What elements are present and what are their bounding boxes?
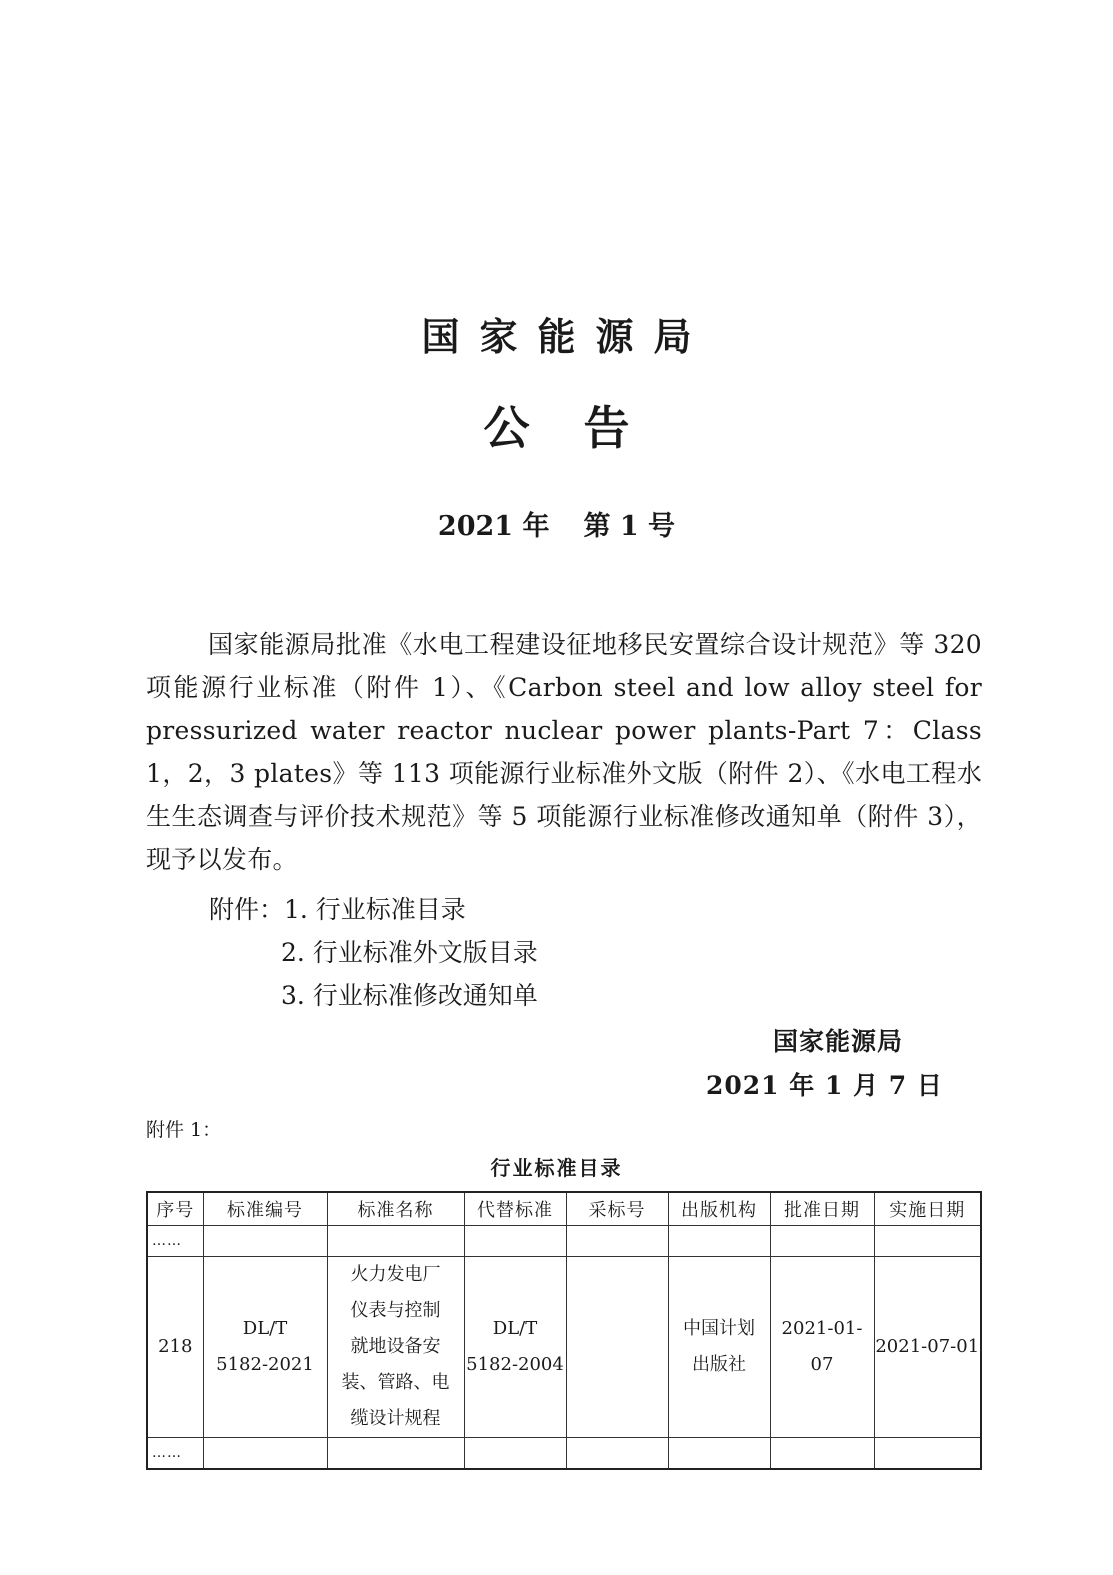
cell-approval-date: 2021-01-07 [770,1257,874,1438]
signature-agency: 国家能源局 [773,1027,904,1056]
cell-adopted [566,1257,668,1438]
ellipsis-cell: …… [147,1226,203,1257]
notice-number [0,504,1113,543]
header-name: 标准名称 [327,1192,464,1226]
header-publisher: 出版机构 [668,1192,770,1226]
notice-sequence: 第 1 号 [583,511,676,542]
notice-year: 2021 年 [437,511,550,542]
agency-title: 国家能源局 [421,315,712,359]
header-code: 标准编号 [203,1192,327,1226]
table-row-ellipsis [147,1226,981,1257]
standards-table [146,1191,982,1470]
header-effective-date: 实施日期 [874,1192,981,1226]
cell-replaced: DL/T 5182-2004 [464,1257,566,1438]
notice-body-paragraph: 国家能源局批准《水电工程建设征地移民安置综合设计规范》等 320 项能源行业标准（附件 1）、《Carbon steel and low alloy steel for pressurized water reactor nuclear power plants-Part 7：Class 1，2，3 plates》等 113 项能源行业标准外文版（附件 2）、《水电工程水生生态调查与评价技术规范》等 5 项能源行业标准修改通知单（附件 3），现予以发布。 [146,630,982,874]
table-row-ellipsis [147,1438,981,1470]
header-seq: 序号 [147,1192,203,1226]
cell-effective-date: 2021-07-01 [874,1257,981,1438]
attachment-item: 附件：1. 行业标准目录 [209,895,466,924]
header-replaced: 代替标准 [464,1192,566,1226]
attachment-item: 2. 行业标准外文版目录 [281,938,538,967]
notice-title: 公告 [483,401,684,455]
table-title: 行业标准目录 [490,1156,623,1180]
table-header-row [147,1192,981,1226]
attachment-item: 3. 行业标准修改通知单 [281,981,538,1010]
cell-publisher: 中国计划 出版社 [668,1257,770,1438]
table-row [147,1257,981,1438]
header-adopted: 采标号 [566,1192,668,1226]
cell-name: 火力发电厂 仪表与控制 就地设备安 装、管路、电 缆设计规程 [327,1257,464,1438]
cell-seq: 218 [147,1257,203,1438]
ellipsis-cell: …… [147,1438,203,1470]
signature-date: 2021 年 1 月 7 日 [706,1071,943,1100]
appendix-label: 附件 1： [146,1119,222,1141]
cell-code: DL/T 5182-2021 [203,1257,327,1438]
header-approval-date: 批准日期 [770,1192,874,1226]
